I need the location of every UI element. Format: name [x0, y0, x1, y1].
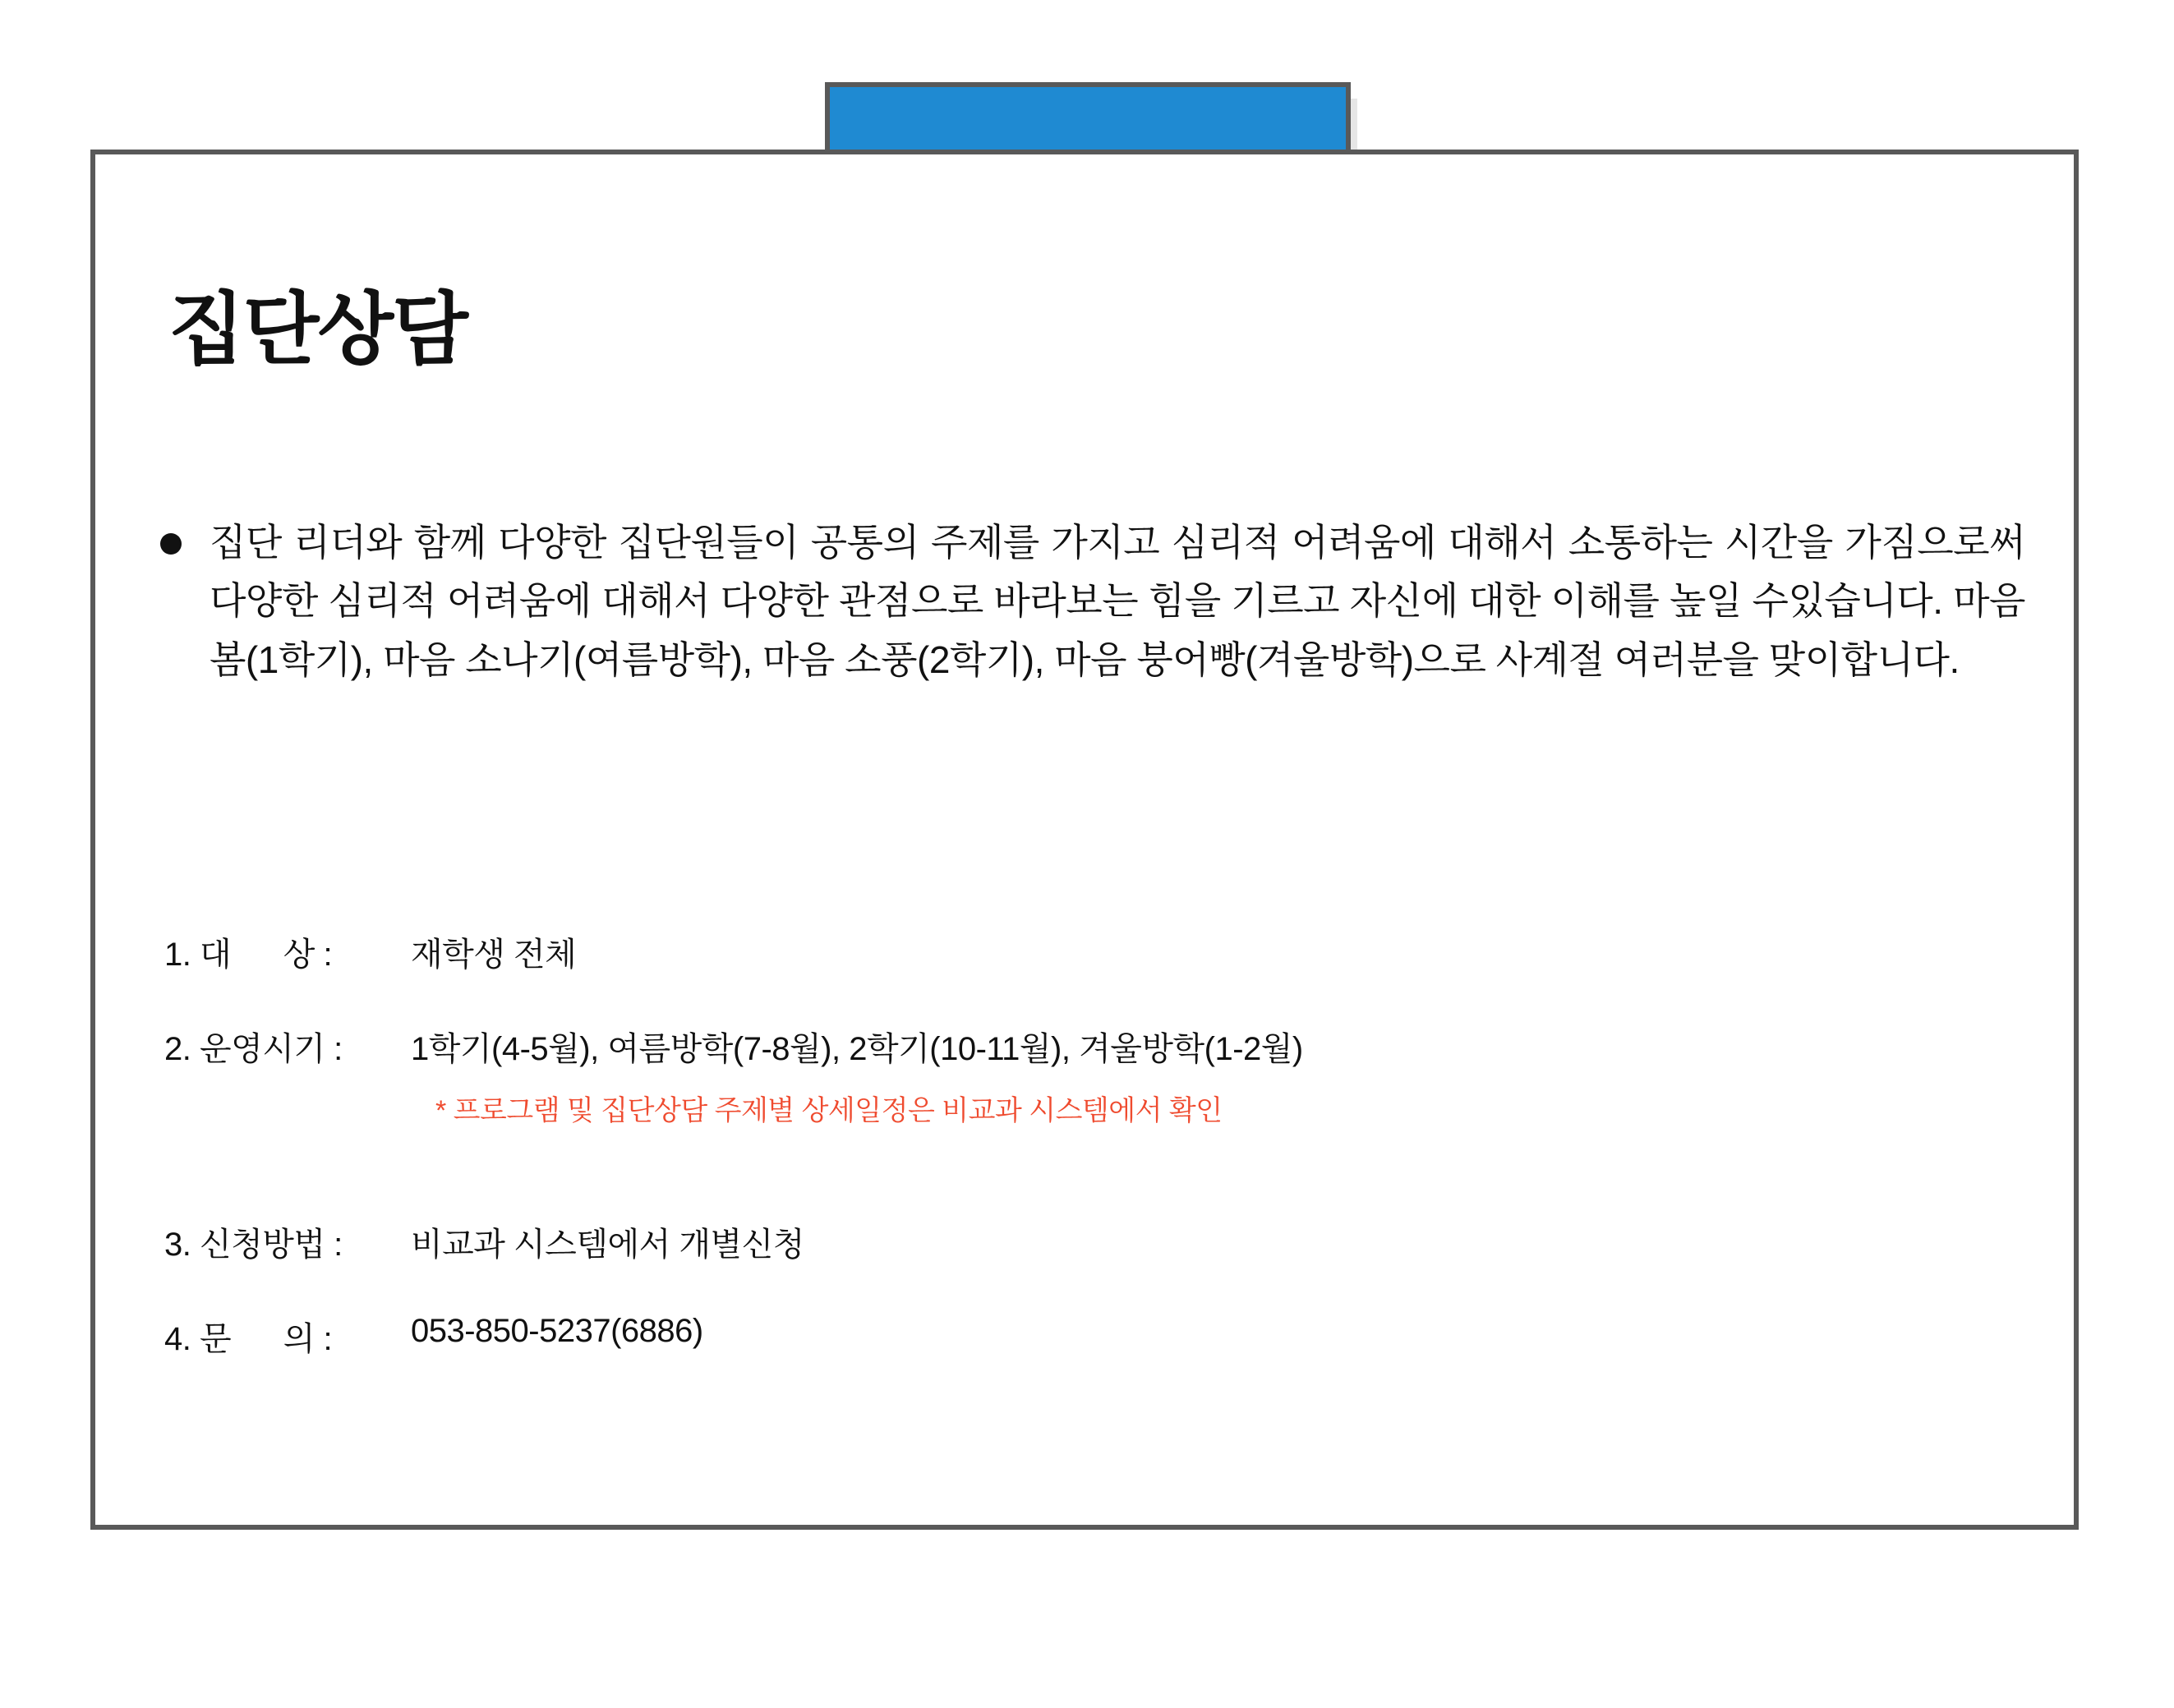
- detail-label-contact: 4. 문 의 :: [164, 1321, 333, 1357]
- detail-item-contact: [164, 1313, 2013, 1360]
- detail-value-schedule: 1학기(4-5월), 여름방학(7-8월), 2학기(10-11월), 겨울방학(1-2월): [411, 1031, 1303, 1067]
- detail-value-apply: 비교과 시스템에서 개별신청: [411, 1227, 804, 1263]
- detail-list: [164, 928, 2013, 1407]
- description-bullet: [160, 513, 2025, 689]
- detail-value-contact: 053-850-5237(6886): [411, 1313, 703, 1349]
- detail-label-target: 1. 대 상 :: [164, 937, 333, 973]
- detail-label-apply: 3. 신청방법 :: [164, 1227, 343, 1263]
- page-title: 집단상담: [168, 286, 467, 374]
- detail-item-schedule: [164, 1023, 2013, 1128]
- detail-note-schedule: * 프로그램 및 집단상담 주제별 상세일정은 비교과 시스템에서 확인: [435, 1095, 1223, 1126]
- detail-label-schedule: 2. 운영시기 :: [164, 1031, 343, 1067]
- detail-item-apply: [164, 1218, 2013, 1265]
- description-text: 집단 리더와 함께 다양한 집단원들이 공통의 주제를 가지고 심리적 어려움에 대해서 소통하는 시간을 가짐으로써 다양한 심리적 어려움에 대해서 다양한 관점으로 바라보는 힘을 기르고 자신에 대한 이해를 높일 수있습니다. 마음 봄(1학기), 마음 소나기(여름방학), 마음 소풍(2학기), 마음 붕어빵(겨울방학)으로 사계절 여러분을 맞이합니다.: [210, 521, 2025, 681]
- bullet-dot-icon: [160, 533, 182, 555]
- detail-value-target: 재학생 전체: [411, 937, 577, 973]
- detail-item-target: [164, 928, 2013, 975]
